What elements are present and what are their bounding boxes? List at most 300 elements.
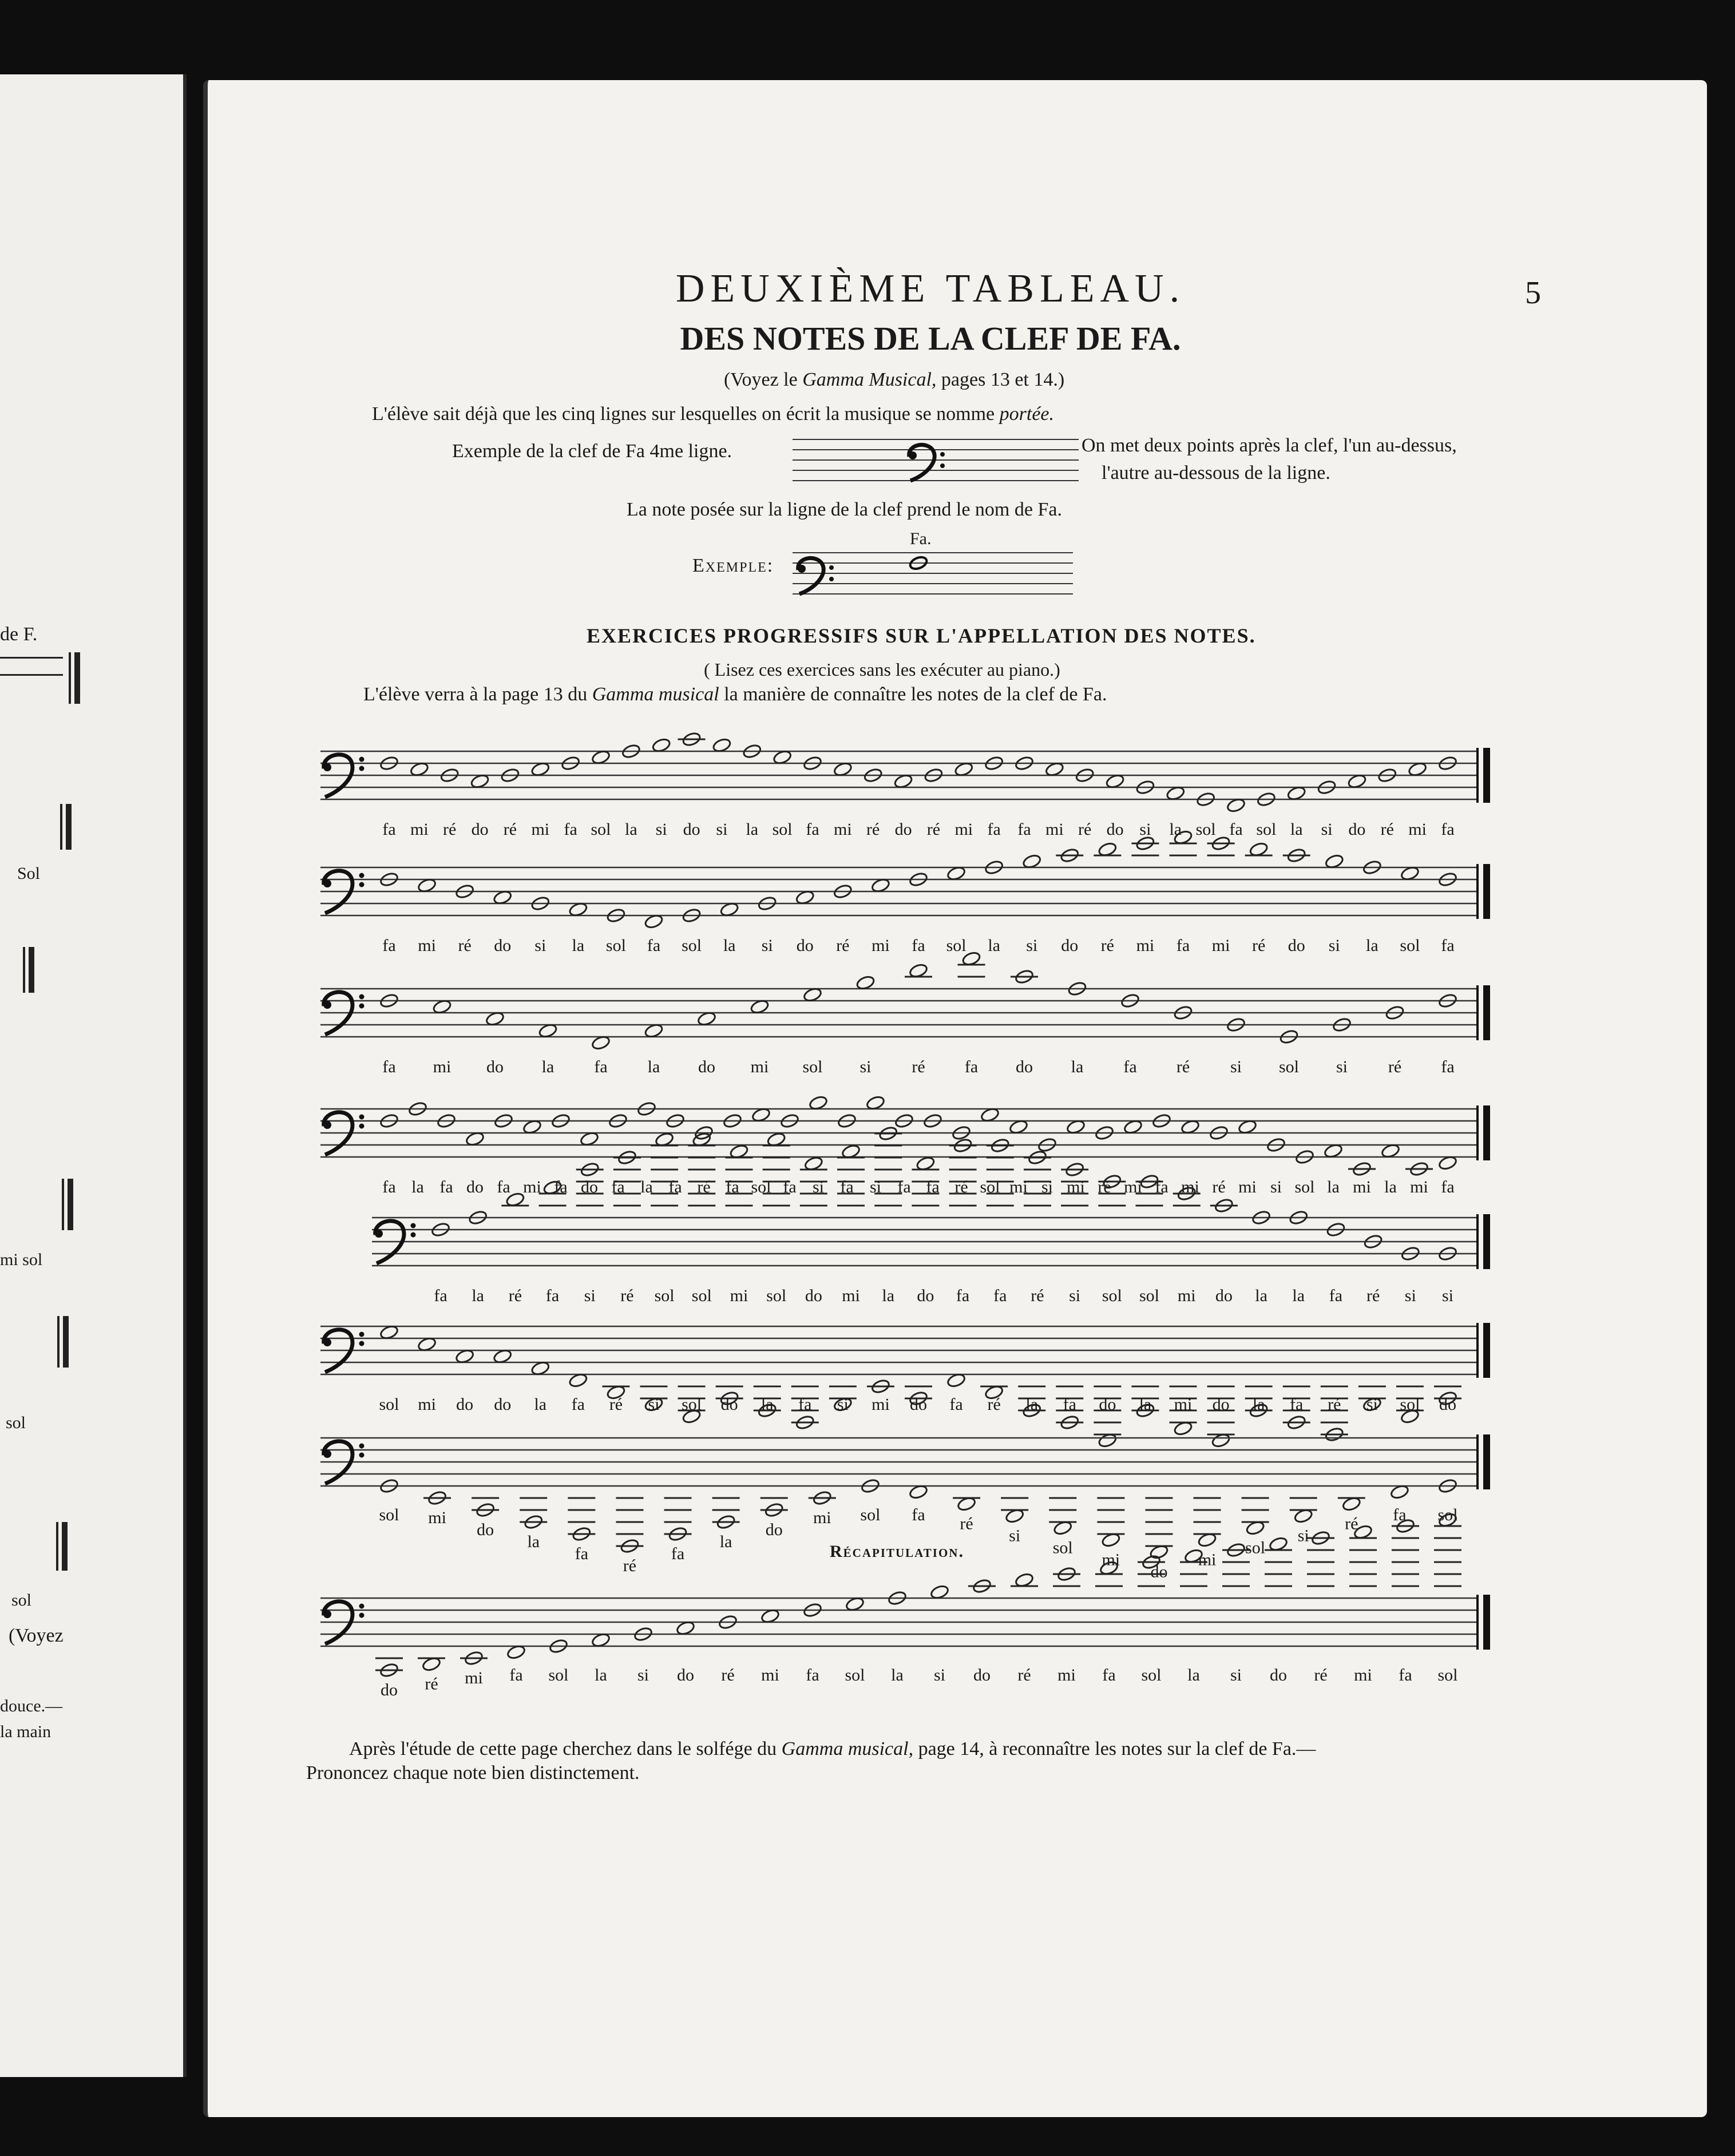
note-syllable: sol bbox=[682, 1395, 702, 1414]
note-syllable: si bbox=[1441, 1286, 1454, 1305]
note-syllable: la bbox=[760, 1395, 774, 1414]
note-syllable: mi bbox=[1136, 936, 1155, 955]
note-syllable: fa bbox=[1441, 1057, 1455, 1076]
note-syllable: fa bbox=[726, 1178, 739, 1196]
clef-example-staff bbox=[793, 435, 1079, 486]
note-syllable: fa bbox=[964, 1057, 979, 1076]
note-syllable: fa bbox=[434, 1286, 447, 1305]
note-syllable: fa bbox=[611, 1178, 625, 1196]
note-syllable: fa bbox=[1441, 820, 1455, 839]
note-syllable: ré bbox=[954, 1178, 968, 1196]
note-syllable: mi bbox=[418, 1395, 436, 1414]
note-syllable: si bbox=[859, 1057, 872, 1076]
note-syllable: fa bbox=[1441, 936, 1455, 955]
note-syllable: mi bbox=[531, 820, 550, 839]
barline-thick bbox=[1483, 1214, 1490, 1269]
note-syllable: fa bbox=[509, 1666, 523, 1685]
left-barline bbox=[29, 947, 34, 993]
note-syllable: fa bbox=[647, 936, 661, 955]
note-syllable: do bbox=[698, 1057, 715, 1076]
note-syllable: la bbox=[1071, 1057, 1084, 1076]
note-syllable: mi bbox=[1198, 1550, 1217, 1570]
note-syllable: mi bbox=[834, 820, 852, 839]
note-syllable: ré bbox=[697, 1178, 711, 1196]
left-barline bbox=[60, 804, 62, 850]
note-syllable: si bbox=[1297, 1526, 1309, 1545]
note-syllable: mi bbox=[750, 1057, 769, 1076]
page-title: DEUXIÈME TABLEAU. bbox=[675, 267, 1186, 311]
note-syllable: mi bbox=[1410, 1178, 1428, 1196]
note-syllable: la bbox=[647, 1057, 660, 1076]
note-syllable: la bbox=[1139, 1395, 1152, 1414]
instruction-suffix: la manière de connaître les notes de la clef de Fa. bbox=[719, 684, 1107, 705]
note-syllable: la bbox=[1187, 1666, 1200, 1685]
note-syllable: ré bbox=[1328, 1395, 1341, 1414]
note-syllable: mi bbox=[428, 1508, 446, 1527]
note-syllable: do bbox=[765, 1520, 783, 1539]
note-syllable: ré bbox=[1314, 1666, 1328, 1685]
note-syllable: do bbox=[1212, 1395, 1230, 1414]
note-syllable: fa bbox=[382, 1178, 396, 1196]
left-fragment-4: sol bbox=[6, 1413, 26, 1432]
note-syllable: la bbox=[640, 1178, 653, 1196]
note-syllable: fa bbox=[439, 1178, 453, 1196]
barline-thin bbox=[1476, 1105, 1479, 1160]
barline-thick bbox=[1483, 1323, 1490, 1378]
footer-line-2: Prononcez chaque note bien distinctement. bbox=[306, 1762, 640, 1784]
note-syllable: mi bbox=[1009, 1178, 1028, 1196]
note-syllable: mi bbox=[465, 1668, 483, 1687]
left-fragment-2: Sol bbox=[17, 864, 41, 883]
note-syllable: fa bbox=[987, 820, 1001, 839]
note-syllable: ré bbox=[1017, 1666, 1031, 1685]
note-syllable: fa bbox=[993, 1286, 1007, 1305]
barline-thick bbox=[1483, 1434, 1490, 1489]
footer-prefix: Après l'étude de cette page cherchez dans le solfége du bbox=[349, 1738, 782, 1759]
note-syllable: do bbox=[1215, 1286, 1233, 1305]
note-syllable: ré bbox=[721, 1666, 735, 1685]
note-syllable: la bbox=[534, 1395, 547, 1414]
staff-explanation bbox=[372, 403, 1054, 425]
note-syllable: si bbox=[1404, 1286, 1416, 1305]
note-syllable: sol bbox=[605, 936, 626, 955]
note-syllable: ré bbox=[620, 1286, 634, 1305]
note-syllable: si bbox=[655, 820, 667, 839]
note-syllable: sol bbox=[860, 1505, 881, 1524]
note-syllable: mi bbox=[1181, 1178, 1199, 1196]
barline-thick bbox=[1483, 985, 1490, 1040]
exercises-heading: EXERCICES PROGRESSIFS SUR L'APPELLATION DES NOTES. bbox=[587, 624, 1256, 647]
note-syllable: fa bbox=[1155, 1178, 1168, 1196]
note-syllable: ré bbox=[1345, 1514, 1358, 1533]
note-syllable: la bbox=[1292, 1286, 1305, 1305]
note-syllable: si bbox=[1336, 1057, 1348, 1076]
note-syllable: mi bbox=[1177, 1286, 1196, 1305]
reference-book: Gamma Musical, bbox=[802, 369, 937, 390]
note-syllable: la bbox=[891, 1666, 904, 1685]
note-syllable: fa bbox=[1441, 1178, 1455, 1196]
note-syllable: si bbox=[1230, 1666, 1242, 1685]
note-syllable: si bbox=[933, 1666, 946, 1685]
page-subtitle: DES NOTES DE LA CLEF DE FA. bbox=[680, 320, 1181, 357]
barline-thin bbox=[1476, 1214, 1479, 1269]
note-syllable: fa bbox=[897, 1178, 911, 1196]
instruction-prefix: L'élève verra à la page 13 du bbox=[363, 684, 592, 705]
left-staff-line bbox=[0, 657, 63, 659]
reference-line bbox=[724, 369, 1064, 391]
note-syllable: mi bbox=[872, 936, 890, 955]
note-syllable: do bbox=[1016, 1057, 1033, 1076]
left-barline bbox=[66, 804, 72, 850]
note-syllable: si bbox=[837, 1395, 849, 1414]
note-syllable: fa bbox=[1229, 820, 1243, 839]
left-barline bbox=[69, 652, 71, 704]
barline-thin bbox=[1476, 985, 1479, 1040]
note-syllable: si bbox=[584, 1286, 596, 1305]
note-syllable: la bbox=[882, 1286, 895, 1305]
note-syllable: sol bbox=[691, 1286, 712, 1305]
note-syllable: ré bbox=[1100, 936, 1115, 955]
note-syllable: fa bbox=[575, 1544, 589, 1563]
barline-thick bbox=[1483, 1595, 1490, 1650]
note-syllable: la bbox=[572, 936, 585, 955]
left-fragment-3: mi sol bbox=[0, 1250, 43, 1269]
note-syllable: mi bbox=[410, 820, 429, 839]
reference-suffix: pages 13 et 14.) bbox=[936, 369, 1065, 390]
note-syllable: fa bbox=[806, 1666, 819, 1685]
footer-book: Gamma musical, bbox=[781, 1738, 914, 1759]
note-syllable: si bbox=[648, 1395, 660, 1414]
note-syllable: ré bbox=[458, 936, 472, 955]
note-syllable: la bbox=[541, 1057, 554, 1076]
note-syllable: fa bbox=[783, 1178, 797, 1196]
left-staff-line bbox=[0, 674, 63, 676]
note-syllable: sol bbox=[548, 1666, 569, 1685]
note-syllable: fa bbox=[1102, 1666, 1116, 1685]
note-syllable: fa bbox=[956, 1286, 970, 1305]
note-syllable: do bbox=[494, 1395, 512, 1414]
note-syllable: si bbox=[1366, 1395, 1378, 1414]
exercises-note: ( Lisez ces exercices sans les exécuter au piano.) bbox=[704, 659, 1060, 680]
left-fragment-5: sol bbox=[11, 1591, 32, 1610]
note-syllable: fa bbox=[554, 1178, 568, 1196]
note-syllable: la bbox=[595, 1666, 607, 1685]
note-syllable: do bbox=[466, 1178, 484, 1196]
note-syllable: si bbox=[1139, 820, 1151, 839]
note-syllable: si bbox=[1321, 820, 1333, 839]
note-syllable: mi bbox=[523, 1178, 541, 1196]
note-syllable: si bbox=[1026, 936, 1038, 955]
note-syllable: la bbox=[1384, 1178, 1397, 1196]
note-syllable: ré bbox=[836, 936, 850, 955]
note-syllable: fa bbox=[1290, 1395, 1304, 1414]
note-syllable: do bbox=[1061, 936, 1079, 955]
note-syllable: do bbox=[683, 820, 700, 839]
note-syllable: sol bbox=[802, 1057, 823, 1076]
note-syllable: sol bbox=[946, 936, 966, 955]
note-syllable: mi bbox=[730, 1286, 748, 1305]
portee-term: portée. bbox=[999, 403, 1055, 425]
note-syllable: mi bbox=[1354, 1666, 1372, 1685]
note-syllable: fa bbox=[382, 936, 396, 955]
note-syllable: do bbox=[1106, 820, 1124, 839]
note-syllable: ré bbox=[960, 1514, 973, 1533]
note-syllable: fa bbox=[1399, 1666, 1412, 1685]
note-syllable: fa bbox=[1123, 1057, 1137, 1076]
instruction-book: Gamma musical bbox=[592, 684, 719, 705]
note-syllable: ré bbox=[623, 1556, 637, 1575]
note-syllable: ré bbox=[425, 1674, 438, 1694]
page-number: 5 bbox=[1525, 275, 1541, 311]
note-syllable: fa bbox=[1063, 1395, 1076, 1414]
barline-thick bbox=[1483, 864, 1490, 919]
left-barline bbox=[62, 1522, 68, 1571]
note-syllable: do bbox=[381, 1681, 398, 1699]
footer-line-1 bbox=[349, 1738, 1316, 1760]
note-syllable: fa bbox=[1017, 820, 1031, 839]
note-syllable: la bbox=[625, 820, 637, 839]
note-syllable: fa bbox=[382, 820, 396, 839]
note-syllable: mi bbox=[954, 820, 973, 839]
barline-thin bbox=[1476, 1434, 1479, 1489]
note-syllable: fa bbox=[1329, 1286, 1343, 1305]
note-syllable: ré bbox=[987, 1395, 1001, 1414]
note-syllable: do bbox=[805, 1286, 822, 1305]
note-syllable: do bbox=[1150, 1562, 1168, 1582]
note-syllable: ré bbox=[1388, 1057, 1402, 1076]
barline-thick bbox=[1483, 748, 1490, 803]
note-syllable: ré bbox=[1078, 820, 1092, 839]
left-fragment-8: la main bbox=[0, 1722, 52, 1741]
note-syllable: si bbox=[1069, 1286, 1081, 1305]
fa-label: Fa. bbox=[910, 529, 932, 548]
note-syllable: sol bbox=[654, 1286, 675, 1305]
note-syllable: mi bbox=[1102, 1550, 1120, 1570]
note-syllable: mi bbox=[1057, 1666, 1076, 1685]
note-syllable: sol bbox=[682, 936, 702, 955]
note-syllable: la bbox=[527, 1532, 540, 1551]
note-syllable: do bbox=[486, 1057, 504, 1076]
note-syllable: si bbox=[637, 1666, 649, 1685]
note-syllable: do bbox=[910, 1395, 927, 1414]
note-syllable: ré bbox=[1212, 1178, 1226, 1196]
note-syllable: mi bbox=[1045, 820, 1064, 839]
note-syllable: fa bbox=[594, 1057, 608, 1076]
note-syllable: sol bbox=[1245, 1538, 1266, 1557]
left-barline bbox=[23, 947, 25, 993]
note-syllable: do bbox=[456, 1395, 474, 1414]
note-syllable: sol bbox=[1400, 1395, 1420, 1414]
note-syllable: do bbox=[917, 1286, 934, 1305]
note-syllable: do bbox=[1288, 936, 1305, 955]
note-syllable: sol bbox=[766, 1286, 787, 1305]
music-staff bbox=[320, 1571, 1499, 1719]
note-syllable: ré bbox=[1380, 820, 1394, 839]
note-syllable: si bbox=[1328, 936, 1340, 955]
note-syllable: fa bbox=[382, 1057, 396, 1076]
note-syllable: fa bbox=[949, 1395, 963, 1414]
note-syllable: fa bbox=[671, 1544, 685, 1563]
note-syllable: la bbox=[746, 820, 759, 839]
note-syllable: sol bbox=[845, 1666, 865, 1685]
note-syllable: do bbox=[477, 1520, 494, 1539]
note-syllable: do bbox=[720, 1395, 738, 1414]
note-syllable: sol bbox=[1102, 1286, 1122, 1305]
note-syllable: sol bbox=[591, 820, 611, 839]
note-syllable: fa bbox=[1176, 936, 1190, 955]
note-syllable: mi bbox=[813, 1508, 831, 1527]
note-syllable: sol bbox=[1437, 1505, 1458, 1524]
note-syllable: mi bbox=[1211, 936, 1230, 955]
note-syllable: fa bbox=[1393, 1505, 1407, 1524]
note-syllable: do bbox=[677, 1666, 694, 1685]
note-syllable: sol bbox=[751, 1178, 771, 1196]
note-syllable: fa bbox=[571, 1395, 585, 1414]
note-syllable: ré bbox=[866, 820, 880, 839]
note-syllable: fa bbox=[798, 1395, 812, 1414]
note-syllable: fa bbox=[564, 820, 577, 839]
note-syllable: mi bbox=[1067, 1178, 1085, 1196]
note-syllable: mi bbox=[872, 1395, 890, 1414]
note-syllable: sol bbox=[1294, 1178, 1315, 1196]
note-syllable: ré bbox=[443, 820, 457, 839]
left-fragment-6: (Voyez bbox=[9, 1625, 64, 1646]
left-page bbox=[0, 74, 187, 2077]
note-syllable: sol bbox=[980, 1178, 1000, 1196]
note-syllable: la bbox=[1366, 936, 1379, 955]
two-dots-line-2: l'autre au-dessous de la ligne. bbox=[1102, 462, 1330, 483]
note-syllable: sol bbox=[1052, 1538, 1073, 1557]
note-syllable: fa bbox=[806, 820, 819, 839]
note-syllable: fa bbox=[926, 1178, 940, 1196]
note-syllable: fa bbox=[840, 1178, 854, 1196]
left-barline bbox=[62, 1179, 64, 1230]
note-syllable: mi bbox=[1238, 1178, 1257, 1196]
note-syllable: do bbox=[1270, 1666, 1287, 1685]
note-syllable: la bbox=[723, 936, 736, 955]
note-syllable: sol bbox=[1141, 1666, 1162, 1685]
note-syllable: sol bbox=[1278, 1057, 1300, 1076]
note-syllable: si bbox=[1230, 1057, 1242, 1076]
barline-thin bbox=[1476, 1323, 1479, 1378]
note-syllable: fa bbox=[912, 936, 925, 955]
note-syllable: mi bbox=[1174, 1395, 1193, 1414]
note-syllable: si bbox=[1041, 1178, 1053, 1196]
left-fragment-7: douce.— bbox=[0, 1697, 63, 1715]
note-syllable: fa bbox=[545, 1286, 560, 1305]
note-syllable: do bbox=[796, 936, 814, 955]
note-syllable: sol bbox=[772, 820, 793, 839]
note-syllable: sol bbox=[1437, 1666, 1458, 1685]
note-syllable: la bbox=[1327, 1178, 1340, 1196]
note-syllable: ré bbox=[926, 820, 941, 839]
note-syllable: la bbox=[1169, 820, 1182, 839]
note-syllable: do bbox=[973, 1666, 991, 1685]
recap-heading: Récapitulation. bbox=[830, 1542, 964, 1561]
note-syllable: sol bbox=[1256, 820, 1277, 839]
music-staff bbox=[320, 1410, 1499, 1582]
left-barline bbox=[57, 1316, 60, 1368]
note-syllable: do bbox=[581, 1178, 598, 1196]
note-syllable: fa bbox=[912, 1505, 925, 1524]
note-syllable: mi bbox=[433, 1057, 451, 1076]
left-barline bbox=[63, 1316, 69, 1368]
left-barline bbox=[56, 1522, 58, 1571]
note-syllable: ré bbox=[508, 1286, 522, 1305]
note-syllable: si bbox=[761, 936, 773, 955]
note-syllable: mi bbox=[842, 1286, 860, 1305]
note-syllable: ré bbox=[609, 1395, 623, 1414]
note-syllable: sol bbox=[1195, 820, 1216, 839]
note-syllable: ré bbox=[1251, 936, 1266, 955]
note-syllable: si bbox=[534, 936, 546, 955]
clef-example-label: Exemple de la clef de Fa 4me ligne. bbox=[452, 441, 732, 462]
note-syllable: ré bbox=[503, 820, 517, 839]
note-syllable: si bbox=[812, 1178, 825, 1196]
note-syllable: ré bbox=[1031, 1286, 1044, 1305]
note-syllable: mi bbox=[418, 936, 436, 955]
note-syllable: si bbox=[1009, 1526, 1021, 1545]
note-syllable: fa bbox=[668, 1178, 682, 1196]
note-syllable: sol bbox=[1400, 936, 1420, 955]
note-syllable: ré bbox=[1176, 1057, 1190, 1076]
note-syllable: la bbox=[1252, 1395, 1265, 1414]
note-syllable: fa bbox=[497, 1178, 510, 1196]
note-syllable: do bbox=[494, 936, 512, 955]
two-dots-line-1: On met deux points après la clef, l'un au-dessus, bbox=[1082, 435, 1457, 456]
note-syllable: la bbox=[472, 1286, 485, 1305]
note-syllable: ré bbox=[912, 1057, 925, 1076]
note-syllable: sol bbox=[1139, 1286, 1160, 1305]
note-syllable: do bbox=[894, 820, 912, 839]
note-syllable: si bbox=[1270, 1178, 1282, 1196]
footer-suffix: page 14, à reconnaître les notes sur la clef de Fa.— bbox=[913, 1738, 1316, 1759]
note-syllable: la bbox=[719, 1532, 732, 1551]
note-syllable: la bbox=[1255, 1286, 1267, 1305]
note-syllable: la bbox=[1025, 1395, 1039, 1414]
note-syllable: do bbox=[1348, 820, 1366, 839]
note-syllable: la bbox=[988, 936, 1000, 955]
barline-thin bbox=[1476, 864, 1479, 919]
note-syllable: do bbox=[1099, 1395, 1116, 1414]
note-syllable: mi bbox=[1408, 820, 1427, 839]
left-barline bbox=[74, 652, 80, 704]
note-on-line-text: La note posée sur la ligne de la clef prend le nom de Fa. bbox=[627, 499, 1062, 520]
example-label: Exemple: bbox=[692, 555, 774, 576]
exercises-instruction bbox=[363, 684, 1107, 706]
barline-thin bbox=[1476, 748, 1479, 803]
note-syllable: sol bbox=[379, 1395, 399, 1414]
note-syllable: sol bbox=[379, 1505, 399, 1524]
fa-example-staff bbox=[793, 548, 1073, 600]
note-syllable: si bbox=[716, 820, 728, 839]
staff-explanation-text: L'élève sait déjà que les cinq lignes sur lesquelles on écrit la musique se nomme bbox=[372, 403, 1000, 425]
note-syllable: do bbox=[1439, 1395, 1456, 1414]
left-fragment-1: de F. bbox=[0, 624, 38, 645]
note-syllable: do bbox=[471, 820, 489, 839]
note-syllable: la bbox=[411, 1178, 424, 1196]
barline-thick bbox=[1483, 1105, 1490, 1160]
note-syllable: la bbox=[1290, 820, 1303, 839]
note-syllable: mi bbox=[1124, 1178, 1142, 1196]
barline-thin bbox=[1476, 1595, 1479, 1650]
note-syllable: ré bbox=[1366, 1286, 1380, 1305]
note-syllable: ré bbox=[1098, 1178, 1111, 1196]
note-syllable: si bbox=[869, 1178, 882, 1196]
left-barline bbox=[68, 1179, 73, 1230]
note-syllable: mi bbox=[761, 1666, 779, 1685]
reference-prefix: (Voyez le bbox=[724, 369, 803, 390]
